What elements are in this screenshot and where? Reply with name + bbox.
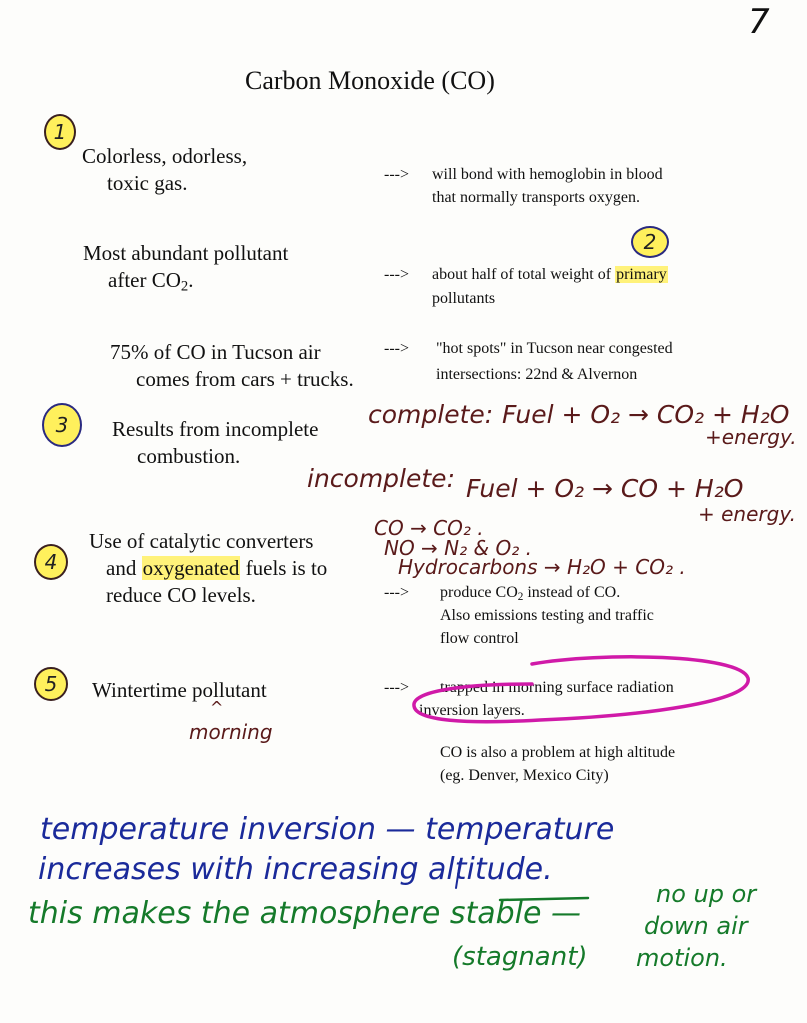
item3-left-line1: Results from incomplete bbox=[112, 417, 319, 441]
hand-incomplete-energy: + energy. bbox=[698, 502, 796, 526]
note-increases-altitude: increases with increasing altitude. bbox=[38, 852, 553, 887]
page-title: Carbon Monoxide (CO) bbox=[245, 66, 495, 95]
item2b-left-line1: 75% of CO in Tucson air bbox=[110, 340, 321, 364]
note-temperature-inversion: temperature inversion — temperature bbox=[40, 812, 615, 847]
hand-complete-energy: +energy. bbox=[705, 425, 797, 449]
item1-right-line1: will bond with hemoglobin in blood bbox=[432, 166, 663, 183]
hand-incomplete-equation: Fuel + O₂ → CO + H₂O bbox=[466, 474, 744, 503]
item4-right-line3: flow control bbox=[440, 630, 519, 647]
hand-co-to-co2: CO → CO₂ . bbox=[374, 516, 484, 540]
item1-arrow: ---> bbox=[384, 166, 410, 183]
item2-left-line2: after $CO_2$. bbox=[108, 268, 194, 295]
item4-right-line2: Also emissions testing and traffic bbox=[440, 607, 654, 624]
item2b-right-line1: "hot spots" in Tucson near congested bbox=[436, 340, 673, 357]
note-stagnant: (stagnant) bbox=[452, 942, 588, 972]
item1-left-line1: Colorless, odorless, bbox=[82, 144, 248, 168]
item4-left-line1: Use of catalytic converters bbox=[89, 529, 314, 553]
marker-4: 4 bbox=[34, 544, 68, 580]
item4-arrow: ---> bbox=[384, 584, 410, 601]
hand-complete-equation: Fuel + O₂ → CO₂ + H₂O bbox=[502, 400, 790, 429]
item2-arrow: ---> bbox=[384, 266, 410, 283]
item1-left-line2: toxic gas. bbox=[107, 171, 188, 195]
marker-2: 2 bbox=[631, 226, 669, 258]
item5-note-line2: (eg. Denver, Mexico City) bbox=[440, 767, 609, 784]
note-side-line1: no up or bbox=[656, 880, 757, 908]
magenta-circle-annotation bbox=[414, 657, 748, 722]
note-side-line3: motion. bbox=[636, 944, 728, 972]
hand-incomplete-label: incomplete: bbox=[307, 464, 455, 493]
marker-3: 3 bbox=[42, 403, 82, 447]
oxygenated-highlight: oxygenated bbox=[142, 556, 240, 580]
item2b-left-line2: comes from cars + trucks. bbox=[136, 367, 354, 391]
item5-left-line: Wintertime pollutant bbox=[92, 678, 267, 702]
item1-right-line2: that normally transports oxygen. bbox=[432, 189, 640, 206]
hand-caret: ^ bbox=[210, 698, 224, 717]
stable-word: stable bbox=[449, 896, 542, 931]
item4-left-line3: reduce CO levels. bbox=[106, 583, 256, 607]
primary-highlight: primary bbox=[616, 266, 667, 283]
item5-arrow: ---> bbox=[384, 679, 410, 696]
item5-right-line2: inversion layers. bbox=[419, 702, 525, 719]
item2-right-line1: about half of total weight of primary bbox=[432, 266, 667, 283]
page-number: 7 bbox=[748, 2, 770, 42]
item4-right-line1: produce $CO_2$ instead of CO. bbox=[440, 584, 621, 603]
hand-complete-label: complete: bbox=[368, 400, 494, 429]
item2b-arrow: ---> bbox=[384, 340, 410, 357]
item3-left-line2: combustion. bbox=[137, 444, 241, 468]
hand-morning: morning bbox=[189, 720, 273, 744]
item2-right-line2: pollutants bbox=[432, 290, 496, 307]
item5-note-line1: CO is also a problem at high altitude bbox=[440, 744, 676, 761]
marker-5: 5 bbox=[34, 667, 68, 701]
note-atmosphere-stable: this makes the atmosphere stable — bbox=[28, 896, 582, 931]
marker-1: 1 bbox=[44, 114, 76, 150]
hand-hydrocarbons: Hydrocarbons → H₂O + CO₂ . bbox=[398, 555, 686, 579]
item4-left-line2: and oxygenated fuels is to bbox=[106, 556, 328, 580]
note-side-line2: down air bbox=[644, 912, 748, 940]
item2-left-line1: Most abundant pollutant bbox=[83, 241, 289, 265]
hand-no-to-n2-o2: NO → N₂ & O₂ . bbox=[384, 536, 532, 560]
item5-right-line1: trapped in morning surface radiation bbox=[440, 679, 674, 696]
item2b-right-line2: intersections: 22nd & Alvernon bbox=[436, 366, 638, 383]
